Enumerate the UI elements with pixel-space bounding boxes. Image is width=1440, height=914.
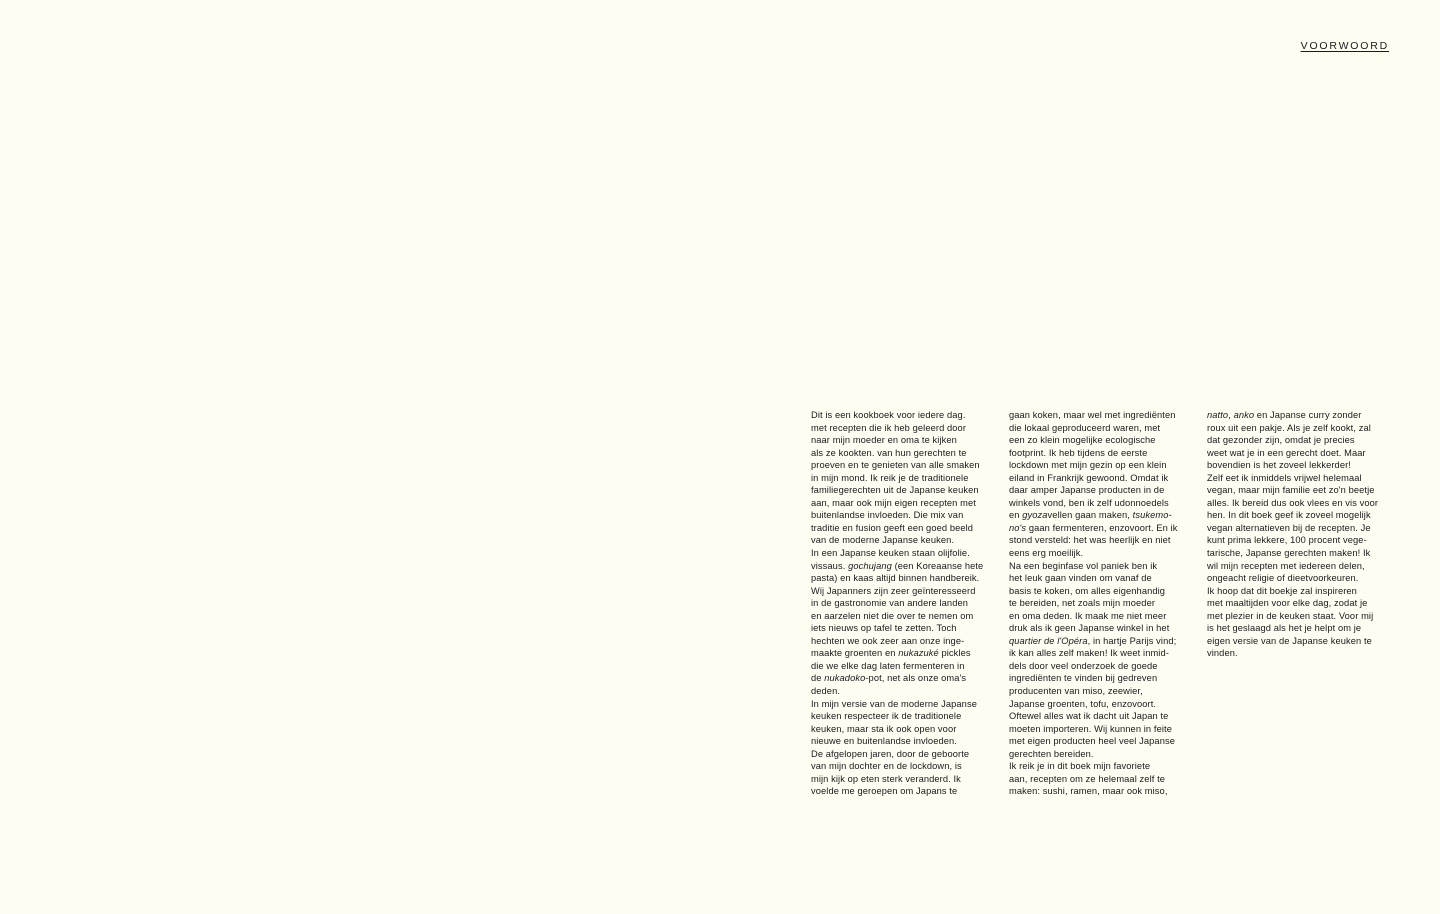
text-line [811,522,993,535]
text-line [1009,773,1191,786]
text-segment: Japanse groenten, tofu, enzovoort. [1009,698,1157,709]
text-line [1009,522,1191,535]
text-segment: en aarzelen niet die over te nemen om [811,610,974,621]
text-line [1207,422,1389,435]
text-segment: van de moderne Japanse keuken. [811,535,955,546]
text-segment: iets nieuws op tafel te zetten. Toch [811,623,957,634]
text-segment: Dit is een kookboek voor iedere dag. [811,410,966,420]
text-line [1009,484,1191,497]
text-segment: mijn kijk op eten sterk veranderd. Ik [811,773,961,784]
text-line [1207,484,1389,497]
text-segment: basis te koken, om alles eigenhandig [1009,585,1166,596]
text-segment: buitenlandse invloeden. Die mix van [811,510,964,521]
text-segment: pasta) en kaas altijd binnen handbereik. [811,573,980,584]
text-line [1009,622,1191,635]
text-line [811,409,993,422]
text-segment: en oma deden. Ik maak me niet meer [1009,610,1167,621]
text-column-1 [811,409,993,798]
text-line [1207,622,1389,635]
text-line [1009,610,1191,623]
text-line [811,484,993,497]
text-segment: familiegerechten uit de Japanse keuken [811,485,979,496]
text-line [1009,572,1191,585]
text-segment: met maaltijden voor elke dag, zodat je [1207,598,1368,609]
text-line [1009,597,1191,610]
text-segment: keuken, maar sta ik ook open voor [811,723,957,734]
text-line [1009,660,1191,673]
text-line [811,698,993,711]
text-segment: -pot, net als onze oma's [865,673,967,684]
text-segment: druk als ik geen Japanse winkel in het [1009,623,1170,634]
text-segment: pickles [938,648,971,659]
text-segment: vellen gaan maken, [1047,510,1133,521]
text-line [1009,635,1191,648]
text-line [1207,472,1389,485]
text-line [811,622,993,635]
text-segment: aan, maar ook mijn eigen recepten met [811,497,976,508]
text-line [811,447,993,460]
italic-term: gyoza [1022,510,1048,521]
text-segment: met eigen producten heel veel Japanse [1009,736,1175,747]
text-segment: nieuwe en buitenlandse invloeden. [811,736,957,747]
text-segment: keuken respecteer ik de traditionele [811,711,962,722]
text-line [811,572,993,585]
text-line [1009,710,1191,723]
text-segment: Zelf eet ik inmiddels vrijwel helemaal [1207,472,1362,483]
text-line [1009,472,1191,485]
text-segment: In een Japanse keuken staan olijfolie. [811,548,970,559]
text-line [1207,635,1389,648]
text-segment: en [1009,510,1023,521]
text-segment: eigen versie van de Japanse keuken te [1207,635,1372,646]
text-line [811,785,993,798]
italic-term: gochujang [848,560,892,571]
text-segment: kunt prima lekkere, 100 procent vege- [1207,535,1367,546]
text-segment: , in hartje Parijs vind; [1087,635,1177,646]
text-segment: proeven en te genieten van alle smaken [811,460,980,471]
text-segment: moeten importeren. Wij kunnen in feite [1009,723,1172,734]
text-line [1207,585,1389,598]
text-line [1207,597,1389,610]
text-line [811,597,993,610]
text-segment: De afgelopen jaren, door de geboorte [811,748,970,759]
text-segment: het leuk gaan vinden om vanaf de [1009,573,1152,584]
text-segment: traditie en fusion geeft een goed beeld [811,522,974,533]
text-segment: vegan alternatieven bij de recepten. Je [1207,522,1371,533]
text-line [1009,760,1191,773]
text-line [811,735,993,748]
text-line [1009,447,1191,460]
text-segment: voelde me geroepen om Japans te [811,786,958,797]
text-segment: dat gezonder zijn, omdat je precies [1207,435,1355,446]
text-line [1009,459,1191,472]
text-line [1009,534,1191,547]
text-line [1009,672,1191,685]
text-line [811,723,993,736]
text-segment: in mijn mond. Ik reik je de traditionele [811,472,969,483]
text-segment: te bereiden, net zoals mijn moeder [1009,598,1156,609]
text-segment: vinden. [1207,648,1238,659]
text-segment: Wij Japanners zijn zeer geïnteresseerd [811,585,976,596]
text-line [1009,434,1191,447]
text-line [811,459,993,472]
italic-term: natto [1207,410,1229,420]
text-segment: gaan fermenteren, enzovoort. En ik [1026,522,1178,533]
text-line [1009,585,1191,598]
text-segment: ongeacht religie of dieetvoorkeuren. [1207,573,1359,584]
text-line [1009,409,1191,422]
text-segment: in de gastronomie van andere landen [811,598,969,609]
text-line [811,660,993,673]
text-line [1207,509,1389,522]
text-line [811,635,993,648]
text-segment: is het geslaagd als het je helpt om je [1207,623,1362,634]
text-column-3 [1207,409,1389,660]
text-line [1009,785,1191,798]
text-segment: Na een beginfase vol paniek ben ik [1009,560,1158,571]
text-segment: daar amper Japanse producten in de [1009,485,1165,496]
text-line [1009,685,1191,698]
italic-term: no's [1009,522,1027,533]
text-segment: van mijn dochter en de lockdown, is [811,761,962,772]
text-line [811,748,993,761]
text-segment: dels door veel onderzoek de goede [1009,660,1158,671]
text-line [1207,560,1389,573]
text-segment: deden. [811,686,841,697]
text-line [811,685,993,698]
text-segment: weet wat je in een gerecht doet. Maar [1207,447,1366,458]
italic-term: tsukemo- [1132,510,1172,521]
text-line [1009,723,1191,736]
text-line [1207,447,1389,460]
text-line [811,647,993,660]
text-column-2 [1009,409,1191,798]
text-line [811,434,993,447]
text-segment: lockdown met mijn gezin op een klein [1009,460,1167,471]
text-segment: met recepten die ik heb geleerd door [811,422,967,433]
text-line [811,773,993,786]
text-segment: die we elke dag laten fermenteren in [811,660,965,671]
text-line [1009,560,1191,573]
text-segment: Oftewel alles wat ik dacht uit Japan te [1009,711,1169,722]
text-line [811,422,993,435]
italic-term: quartier de l'Opéra [1009,635,1088,646]
text-line [1009,647,1191,660]
section-title-voorwoord: VOORWOORD [1300,40,1389,52]
text-segment: footprint. Ik heb tijdens de eerste [1009,447,1148,458]
text-line [811,547,993,560]
text-segment: maken: sushi, ramen, maar ook miso, [1009,786,1168,797]
text-segment: roux uit een pakje. Als je zelf kookt, zal [1207,422,1371,433]
text-line [1207,572,1389,585]
text-line [1009,748,1191,761]
text-segment: maakte groenten en [811,648,899,659]
text-line [1009,509,1191,522]
text-segment: eiland in Frankrijk gewoond. Omdat ik [1009,472,1169,483]
text-line [811,497,993,510]
text-segment: (een Koreaanse hete [891,560,984,571]
text-segment: ik kan alles zelf maken! Ik weet inmid- [1009,648,1169,659]
text-segment: Ik hoop dat dit boekje zal inspireren [1207,585,1357,596]
text-segment: vegan, maar mijn familie eet zo'n beetje [1207,485,1375,496]
text-line [811,760,993,773]
text-segment: hen. In dit boek geef ik zoveel mogelijk [1207,510,1371,521]
italic-term: nukadoko [824,673,866,684]
text-line [1207,547,1389,560]
text-line [811,610,993,623]
text-line [811,672,993,685]
text-segment: stond versteld: het was heerlijk en niet [1009,535,1171,546]
text-line [811,472,993,485]
text-segment: met plezier in de keuken staat. Voor mij [1207,610,1374,621]
text-segment: aan, recepten om ze helemaal zelf te [1009,773,1166,784]
text-line [1207,522,1389,535]
text-line [1207,647,1389,660]
text-line [1009,547,1191,560]
text-line [1207,434,1389,447]
text-line [1009,698,1191,711]
text-line [811,534,993,547]
text-segment: eens erg moeilijk. [1009,548,1084,559]
text-segment: gaan koken, maar wel met ingrediënten [1009,410,1176,420]
text-segment: bovendien is het zoveel lekkerder! [1207,460,1351,471]
text-line [811,509,993,522]
text-segment: In mijn versie van de moderne Japanse [811,698,977,709]
text-segment: tarische, Japanse gerechten maken! Ik [1207,548,1371,559]
italic-term: nukazuké [898,648,939,659]
text-segment: Ik reik je in dit boek mijn favoriete [1009,761,1151,772]
text-segment: gerechten bereiden. [1009,748,1094,759]
text-line [811,710,993,723]
text-segment: , [1228,410,1234,420]
text-line [1207,610,1389,623]
text-segment: ingrediënten te vinden bij gedreven [1009,673,1158,684]
text-segment: naar mijn moeder en oma te kijken [811,435,957,446]
text-line [1207,497,1389,510]
text-segment: winkels vond, ben ik zelf udonnoedels [1009,497,1169,508]
text-segment: als ze kookten. van hun gerechten te [811,447,967,458]
text-segment: hechten we ook zeer aan onze inge- [811,635,965,646]
text-segment: de [811,673,825,684]
text-segment: wil mijn recepten met iedereen delen, [1207,560,1365,571]
text-line [1009,422,1191,435]
text-line [1009,735,1191,748]
text-segment: en Japanse curry zonder [1254,410,1362,420]
text-segment: vissaus. [811,560,849,571]
text-line [1207,409,1389,422]
text-segment: producenten van miso, zeewier, [1009,686,1143,697]
text-segment: een zo klein mogelijke ecologische [1009,435,1156,446]
text-line [1207,459,1389,472]
italic-term: anko [1233,410,1255,420]
text-line [811,585,993,598]
text-line [1207,534,1389,547]
text-line [811,560,993,573]
text-line [1009,497,1191,510]
text-segment: alles. Ik bereid dus ook vlees en vis voor [1207,497,1379,508]
text-segment: die lokaal geproduceerd waren, met [1009,422,1161,433]
